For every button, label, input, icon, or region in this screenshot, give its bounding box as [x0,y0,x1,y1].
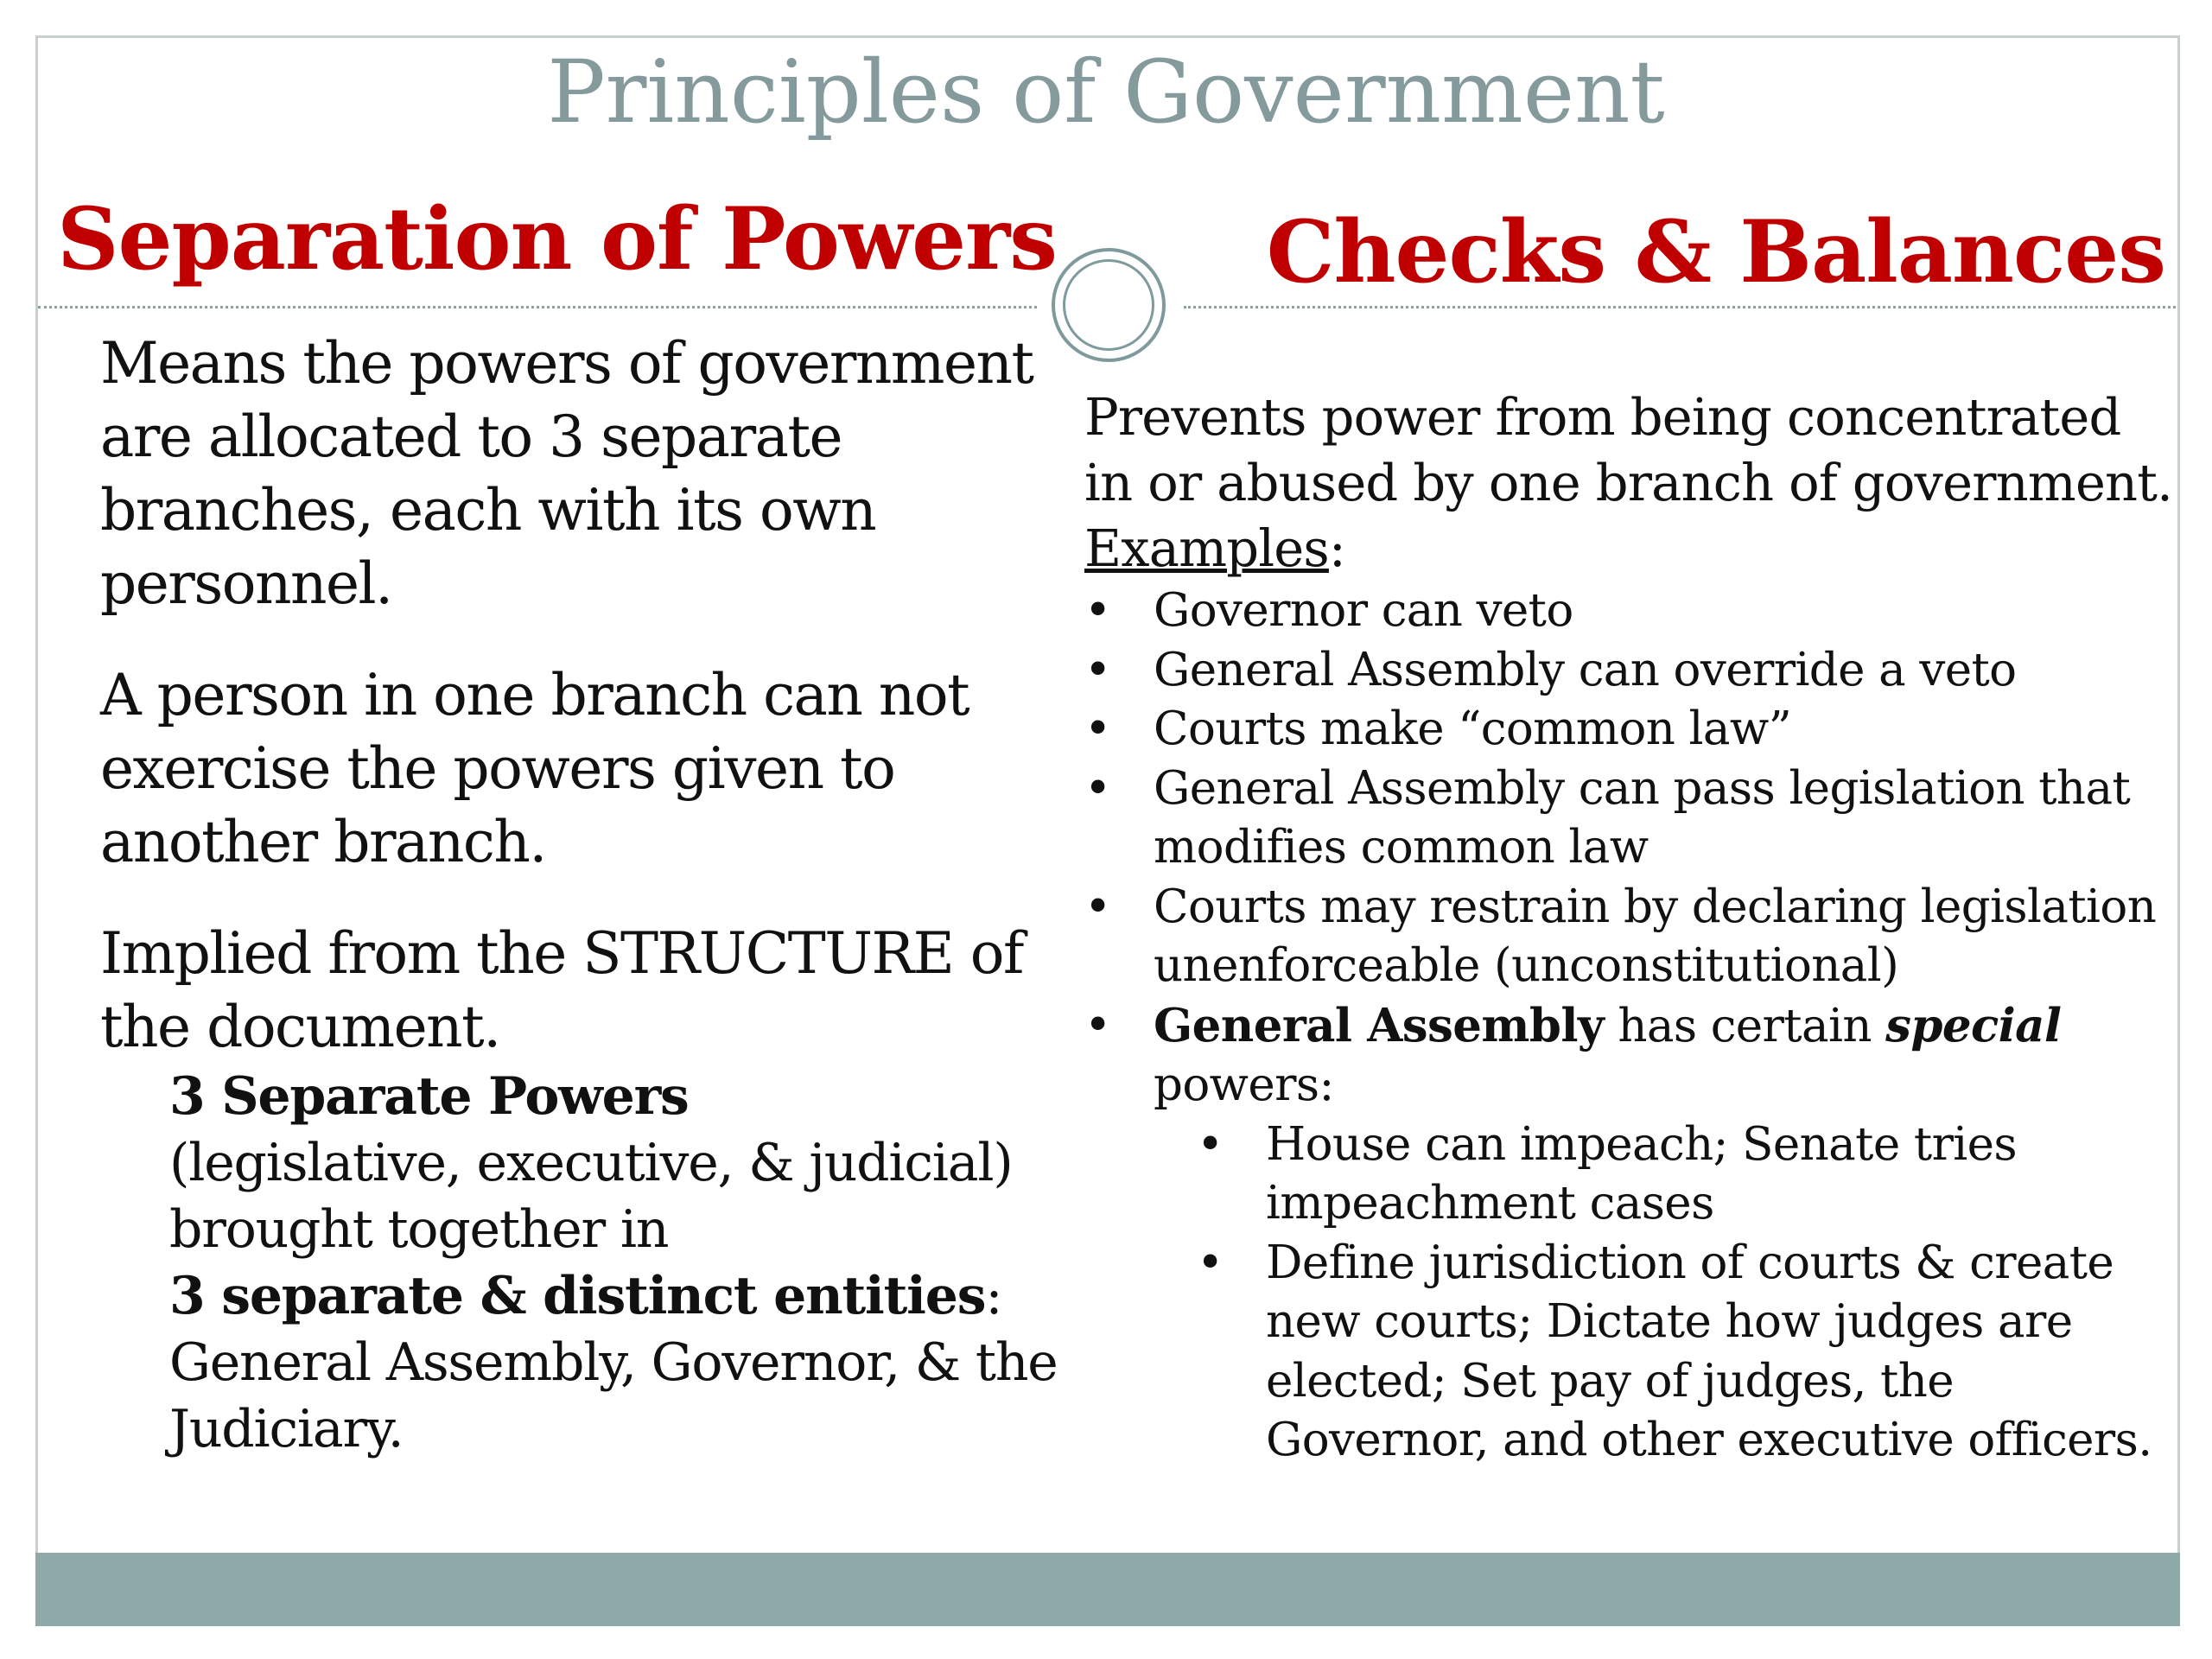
footer-bar [35,1553,2180,1626]
divider-right [1184,306,2176,308]
special-bold-italic: special [1885,998,2062,1052]
left-paragraph-1: Means the powers of government are allocated to 3 separate branches, each with its own personnel. [100,330,1033,617]
bullet-icon: • [1084,761,1111,815]
sub-list-item [1154,1234,2173,1471]
special-end: powers: [1154,1058,1334,1111]
left-paragraph-2: A person in one branch can not exercise the powers given to another branch. [100,662,969,875]
sub-list-item [1154,1116,2173,1234]
bullet-icon: • [1084,998,1111,1052]
right-column [1084,385,2173,1471]
list-item [1084,878,2173,996]
list-item-text: Governor can veto [1154,584,1573,637]
left-sub-block [169,1064,1068,1463]
special-bold: General Assembly [1154,998,1605,1052]
heading-checks-balances: Checks & Balances [1266,202,2165,302]
bullet-icon: • [1197,1117,1224,1171]
list-item-special [1084,996,2173,1471]
sub-text-entities: General Assembly, Governor, & the Judiciary. [169,1332,1058,1459]
examples-colon: : [1328,518,1345,578]
sub-list-item-text: House can impeach; Senate tries impeachment cases [1266,1117,2018,1230]
sub-bold-powers: 3 Separate Powers [169,1066,689,1127]
divider-left [38,306,1037,308]
sub-text-powers: (legislative, executive, & judicial) brought together in [169,1133,1013,1260]
bullet-icon: • [1084,702,1111,755]
bullet-icon: • [1084,643,1111,696]
right-intro: Prevents power from being concentrated in or abused by one branch of government. [1084,387,2173,512]
sub-bold-entities: 3 separate & distinct entities [169,1266,986,1326]
bullet-icon: • [1084,880,1111,933]
special-mid: has certain [1604,999,1886,1052]
list-item-text: Courts make “common law” [1154,702,1792,755]
heading-separation-of-powers: Separation of Powers [57,189,1057,289]
special-powers-list [1154,1116,2173,1471]
list-item [1084,582,2173,641]
slide-title: Principles of Government [547,41,1665,143]
list-item-text: Courts may restrain by declaring legislation unenforceable (unconstitutional) [1154,880,2157,992]
examples-list [1084,582,2173,1471]
list-item-text: General Assembly can override a veto [1154,643,2017,696]
bullet-icon: • [1197,1236,1224,1289]
sub-list-item-text: Define jurisdiction of courts & create new courts; Dictate how judges are elected; Set pay of judges, the Governor, and other executive officers. [1266,1236,2152,1466]
examples-label: Examples [1084,518,1329,578]
list-item [1084,760,2173,878]
divider-circle-icon [1052,248,1166,362]
sub-colon: : [985,1266,1002,1326]
examples-heading [1084,516,2173,582]
left-paragraph-3: Implied from the STRUCTURE of the document. [100,920,1023,1060]
list-item [1084,700,2173,760]
left-column [100,327,1068,1463]
bullet-icon: • [1084,584,1111,637]
list-item-text: General Assembly can pass legislation that modifies common law [1154,761,2131,874]
list-item [1084,641,2173,701]
